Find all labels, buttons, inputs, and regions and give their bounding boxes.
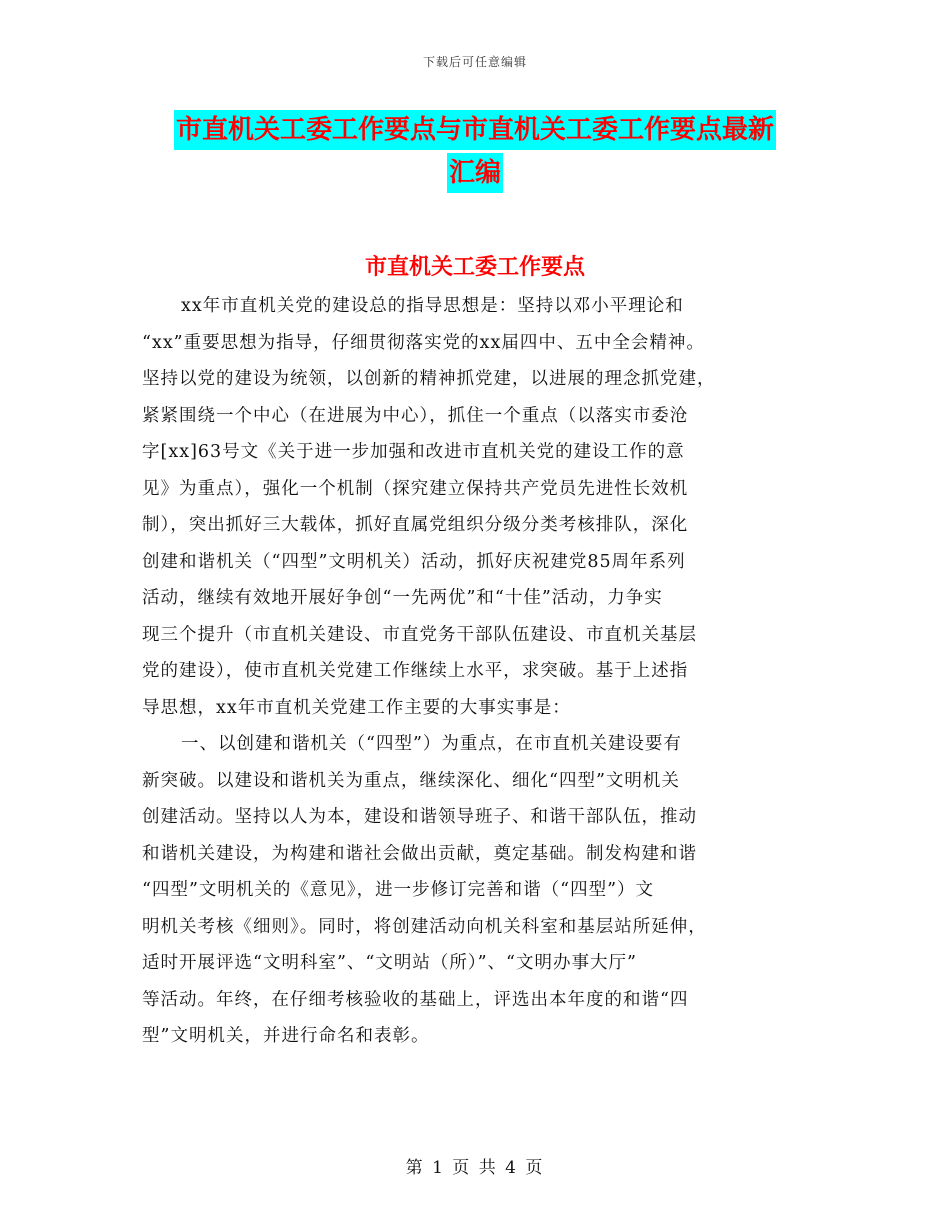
body-line: 明机关考核《细则》。同时，将创建活动向机关科室和基层站所延伸， [142, 916, 707, 937]
body-text [142, 288, 822, 1055]
body-line: 党的建设），使市直机关党建工作继续上水平，求突破。基于上述指 [142, 661, 689, 681]
section-title: 市直机关工委工作要点 [364, 255, 585, 280]
body-line: 现三个提升（市直机关建设、市直党务干部队伍建设、市直机关基层 [142, 624, 697, 645]
body-line: xx年市直机关党的建设总的指导思想是：坚持以邓小平理论和 [181, 296, 684, 316]
body-line: 紧紧围绕一个中心（在进展为中心），抓住一个重点（以落实市委沧 [142, 405, 689, 426]
body-line: 新突破。以建设和谐机关为重点，继续深化、细化“四型”文明机关 [142, 770, 680, 791]
body-line: 创建活动。坚持以人为本，建设和谐领导班子、和谐干部队伍，推动 [142, 807, 697, 827]
page-header-note: 下载后可任意编辑 [422, 55, 527, 69]
page-number-footer: 第 1 页 共 4 页 [405, 1158, 545, 1178]
body-line: 活动，继续有效地开展好争创“一先两优”和“十佳”活动，力争实 [142, 588, 663, 608]
body-line: 和谐机关建设，为构建和谐社会做出贡献，奠定基础。制发构建和谐 [142, 843, 697, 864]
body-line: 制），突出抓好三大载体，抓好直属党组织分级分类考核排队，深化 [142, 515, 689, 535]
body-line: 字[xx]63号文《关于进一步加强和改进市直机关党的建设工作的意 [142, 442, 685, 462]
body-line: 适时开展评选“文明科室”、“文明站（所）”、“文明办事大厅” [142, 953, 637, 973]
body-line: 坚持以党的建设为统领，以创新的精神抓党建，以进展的理念抓党建， [142, 369, 716, 389]
body-line: “xx”重要思想为指导，仔细贯彻落实党的xx届四中、五中全会精神。 [142, 332, 705, 353]
body-line: 导思想，xx年市直机关党建工作主要的大事实事是： [142, 697, 571, 718]
document-title-line-1-text: 市直机关工委工作要点与市直机关工委工作要点最新 [174, 110, 776, 150]
body-line: “四型”文明机关的《意见》，进一步修订完善和谐（“四型”）文 [142, 880, 655, 900]
body-line: 一、以创建和谐机关（“四型”）为重点，在市直机关建设要有 [181, 734, 682, 754]
document-title-line-2-text: 汇编 [447, 153, 503, 193]
document-title-line-2 [0, 160, 950, 186]
body-line: 见》为重点），强化一个机制（探究建立保持共产党员先进性长效机 [142, 478, 689, 499]
body-line: 型”文明机关，并进行命名和表彰。 [142, 1026, 430, 1046]
body-line: 等活动。年终，在仔细考核验收的基础上，评选出本年度的和谐“四 [142, 989, 689, 1010]
document-title-line-1 [0, 117, 950, 143]
body-line: 创建和谐机关（“四型”文明机关）活动，抓好庆祝建党85周年系列 [142, 551, 686, 572]
